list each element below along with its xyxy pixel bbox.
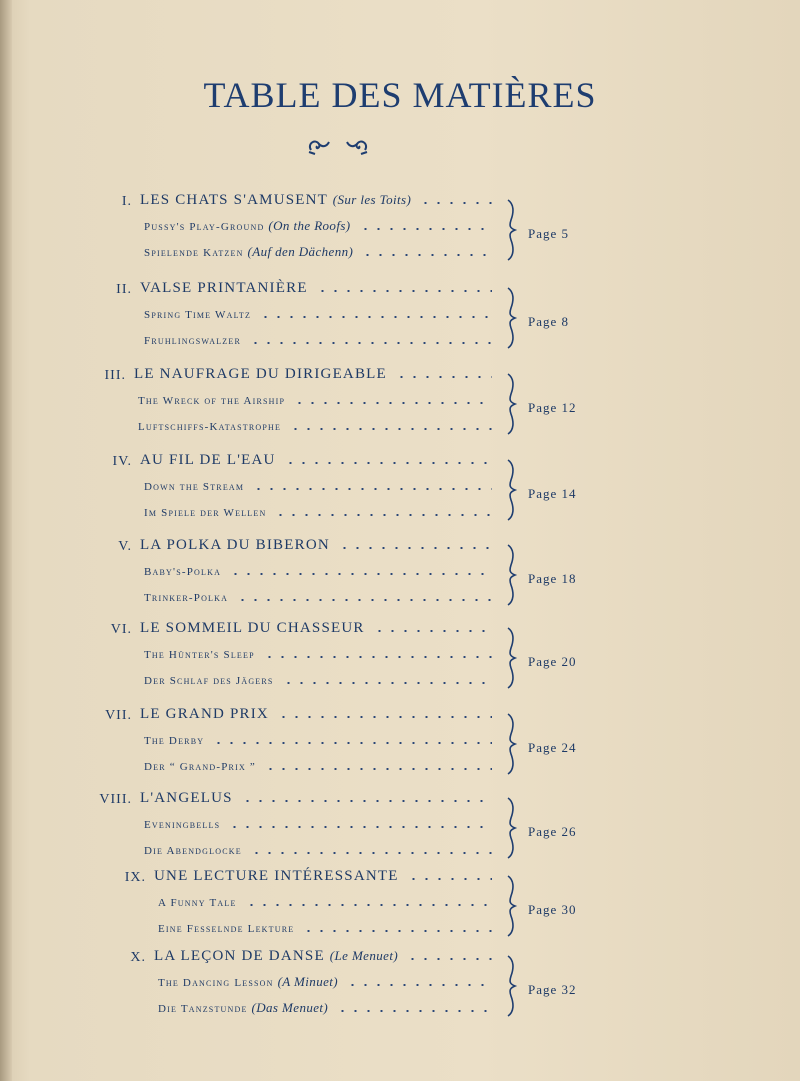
toc-entry [0, 788, 800, 858]
entry-title-fr-note: (Le Menuet) [329, 948, 399, 963]
leader-dots [289, 428, 492, 430]
entry-title-de [144, 672, 274, 688]
entry-title-de-text: Eine Fesselnde Lekture [158, 923, 295, 935]
entry-title-de [144, 758, 256, 774]
entry-title-en-text: The Hünter's Sleep [144, 649, 255, 661]
entry-title-de-text: Der Schlaf des Jägers [144, 675, 274, 687]
leader-dots [236, 599, 492, 601]
entry-number: V. [118, 539, 132, 554]
entry-title-fr [140, 452, 276, 469]
entry-title-de-text: Die Abendglocke [144, 845, 242, 857]
entry-title-en [144, 563, 221, 579]
leader-dots [241, 800, 492, 802]
entry-title-de-text: Der “ Grand-Prix ” [144, 761, 256, 773]
toc-entry [0, 190, 800, 260]
curly-brace-icon [504, 626, 518, 690]
entry-page-number: Page 20 [528, 654, 577, 669]
entry-title-en [158, 894, 237, 910]
entry-title-fr-text: L'ANGELUS [140, 790, 233, 806]
entry-title-en-text: The Wreck of the Airship [138, 395, 286, 407]
entry-title-fr-text: LE NAUFRAGE DU DIRIGEABLE [134, 366, 387, 382]
entry-title-fr-text: LES CHATS S'AMUSENT [140, 192, 328, 208]
entry-number: IV. [112, 454, 132, 469]
curly-brace-icon [504, 372, 518, 436]
entry-title-de [144, 244, 353, 260]
leader-dots [336, 1010, 492, 1012]
entry-title-de-text: Spielende Katzen [144, 247, 244, 259]
entry-title-de [144, 332, 241, 348]
entry-title-de [144, 589, 228, 605]
leader-dots [264, 768, 492, 770]
toc-entry [0, 866, 800, 936]
entry-title-de-text: Luftschiffs-Katastrophe [138, 421, 282, 433]
leader-dots [293, 402, 492, 404]
leader-dots [277, 716, 492, 718]
entry-title-fr-text: VALSE PRINTANIÈRE [140, 280, 308, 296]
entry-title-fr [140, 620, 365, 637]
entry-title-fr [140, 790, 233, 807]
entry-title-en-text: Down the Stream [144, 481, 245, 493]
curly-brace-icon [504, 543, 518, 607]
leader-dots [395, 376, 492, 378]
leader-dots [359, 228, 492, 230]
entry-title-fr [140, 537, 330, 554]
entry-page-number: Page 26 [528, 824, 577, 839]
leader-dots [245, 904, 492, 906]
entry-title-de-note: (Das Menuet) [251, 1000, 329, 1015]
curly-brace-icon [504, 458, 518, 522]
entry-title-fr-text: LA LEÇON DE DANSE [154, 948, 325, 964]
leader-dots [302, 930, 492, 932]
leader-dots [229, 573, 492, 575]
entry-title-fr [140, 280, 308, 297]
leader-dots [284, 462, 492, 464]
toc-entry [0, 946, 800, 1016]
leader-dots [250, 852, 492, 854]
entry-title-de-note: (Auf den Dächenn) [247, 244, 354, 259]
entry-title-en-text: Baby's-Polka [144, 566, 222, 578]
leader-dots [373, 630, 492, 632]
entry-title-de [144, 504, 266, 520]
leader-dots [249, 342, 492, 344]
entry-page-number: Page 8 [528, 314, 570, 329]
entry-number: VII. [105, 708, 132, 723]
curly-brace-icon [504, 286, 518, 350]
toc-entry [0, 618, 800, 688]
entry-title-en-text: Eveningbells [144, 819, 221, 831]
curly-brace-icon [504, 796, 518, 860]
entry-title-fr-note: (Sur les Toits) [332, 192, 412, 207]
page-title: TABLE DES MATIÈRES [203, 75, 597, 115]
entry-title-de-text: Trinker-Polka [144, 592, 229, 604]
entry-number: I. [121, 194, 132, 209]
entry-title-en [144, 218, 351, 234]
entry-page-number: Page 5 [528, 226, 570, 241]
entry-title-en-text: The Derby [144, 735, 205, 747]
entry-number: X. [130, 950, 146, 965]
leader-dots [263, 656, 492, 658]
leader-dots [419, 202, 492, 204]
toc-entry [0, 704, 800, 774]
toc-entry [0, 278, 800, 348]
toc-entry [0, 450, 800, 520]
entry-title-fr [140, 192, 411, 209]
entry-title-en-text: A Funny Tale [158, 897, 237, 909]
entry-title-en-text: Pussy's Play-Ground [144, 221, 265, 233]
entry-title-en-text: The Dancing Lesson [158, 977, 274, 989]
entry-page-number: Page 14 [528, 486, 577, 501]
entry-title-de [158, 1000, 328, 1016]
entry-page-number: Page 24 [528, 740, 577, 755]
fleuron-ornament-icon [305, 134, 371, 158]
entry-title-en [144, 816, 220, 832]
entry-title-en [144, 732, 204, 748]
leader-dots [346, 984, 492, 986]
entry-title-en-note: (A Minuet) [277, 974, 338, 989]
leader-dots [212, 742, 492, 744]
leader-dots [407, 878, 492, 880]
entry-page-number: Page 12 [528, 400, 577, 415]
leader-dots [228, 826, 492, 828]
leader-dots [259, 316, 492, 318]
curly-brace-icon [504, 712, 518, 776]
entry-title-de-text: Im Spiele der Wellen [144, 507, 267, 519]
entry-title-fr-text: LE SOMMEIL DU CHASSEUR [140, 620, 365, 636]
entry-title-fr [140, 706, 269, 723]
entry-title-en-note: (On the Roofs) [268, 218, 351, 233]
entry-page-number: Page 30 [528, 902, 577, 917]
leader-dots [361, 254, 492, 256]
entry-title-de [138, 418, 281, 434]
entry-title-en [144, 478, 244, 494]
curly-brace-icon [504, 874, 518, 938]
leader-dots [252, 488, 492, 490]
entry-title-de-text: Fruhlingswalzer [144, 335, 242, 347]
toc-entry [0, 535, 800, 605]
leader-dots [338, 547, 492, 549]
entry-number: III. [104, 368, 126, 383]
entry-title-fr-text: AU FIL DE L'EAU [140, 452, 276, 468]
entry-number: VIII. [99, 792, 132, 807]
entry-title-fr [154, 948, 398, 965]
leader-dots [316, 290, 492, 292]
entry-title-de-text: Die Tanzstunde [158, 1003, 248, 1015]
entry-title-fr-text: LE GRAND PRIX [140, 706, 269, 722]
leader-dots [282, 682, 492, 684]
entry-title-en [138, 392, 285, 408]
toc-entry [0, 364, 800, 434]
leader-dots [406, 958, 492, 960]
entry-title-de [158, 920, 294, 936]
entry-title-fr-text: UNE LECTURE INTÉRESSANTE [154, 868, 399, 884]
entry-page-number: Page 18 [528, 571, 577, 586]
entry-title-fr-text: LA POLKA DU BIBERON [140, 537, 330, 553]
entry-title-en [144, 306, 251, 322]
entry-title-en-text: Spring Time Waltz [144, 309, 252, 321]
curly-brace-icon [504, 198, 518, 262]
entry-number: VI. [110, 622, 132, 637]
leader-dots [274, 514, 492, 516]
entry-title-fr [154, 868, 399, 885]
entry-number: II. [116, 282, 132, 297]
curly-brace-icon [504, 954, 518, 1018]
entry-title-en [158, 974, 338, 990]
entry-number: IX. [124, 870, 146, 885]
entry-title-fr [134, 366, 387, 383]
entry-title-en [144, 646, 255, 662]
entry-page-number: Page 32 [528, 982, 577, 997]
entry-title-de [144, 842, 242, 858]
